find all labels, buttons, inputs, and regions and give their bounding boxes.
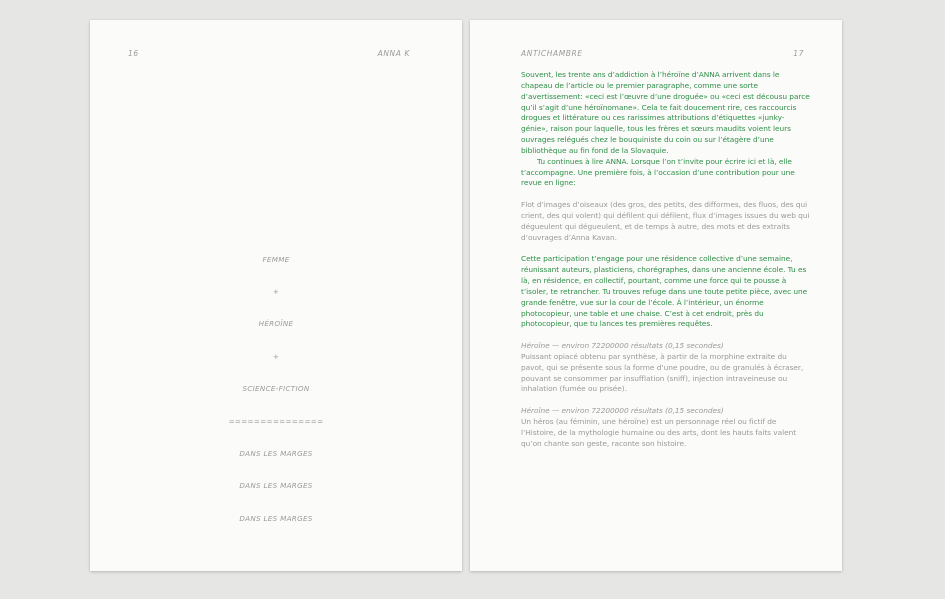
page-number-right: 17 [793,49,804,58]
running-head-left: ANNA K [377,49,410,58]
search-result-text: Puissant opiacé obtenu par synthèse, à partir de la morphine extraite du pavot, qui se présente sous la forme d’une poudre, ou de granulés à écraser, pouvant se consommer par insufflation (sniff), injection intraveineuse ou inhalation (fumée ou prisée). [521,351,804,394]
poem-line: + [272,286,280,296]
search-result-label: Héroïne — environ 72200000 résultats (0,15 secondes) [521,341,724,351]
search-result-text: Un héros (au féminin, une héroïne) est un personnage réel ou fictif de l’Histoire, de la mythologie humaine ou des arts, dont les hauts faits valent qu’on chante son geste, raconte son histoire. [521,417,797,448]
paragraph-residence: Cette participation t’engage pour une résidence collective d’une semaine, réunissant auteurs, plasticiens, chorégraphes, dans une ancienne école. Tu es là, en résidence, en collectif, pourtant, comme une force qui te pousse à t’isoler, te retrancher. Tu trouves refuge dans une toute petite pièce, avec une grande fenêtre, vue sur la cour de l’école. À l’intérieur, un énorme photocopieur, une table et une chaise. C’est à cet endroit, près du photocopieur, que tu lances tes premières requêtes. [521,254,808,329]
body-text [521,70,811,450]
search-result-label: Héroïne — environ 72200000 résultats (0,15 secondes) [521,406,724,416]
left-page [90,20,462,571]
poem [90,233,462,546]
poem-line: DANS LES MARGES [239,481,313,491]
poem-line: DANS LES MARGES [239,448,313,458]
poem-line: SCIENCE-FICTION [242,384,310,394]
poem-line: + [272,351,280,361]
poem-line: DANS LES MARGES [239,513,313,523]
page-number-left: 16 [128,49,139,58]
paragraph-bird-images: Flot d’images d’oiseaux (des gros, des petits, des difformes, des fluos, des qui crient, des qui volent) qui défilent qui défilent, flux d’images issues du web qui dégueulent qui dégueulent, et de temps à autre, des mots et des extraits d’ouvrages d’Anna Kavan. [521,200,810,242]
right-page [470,20,842,571]
poem-line: =============== [228,416,324,426]
poem-line: FEMME [262,254,290,264]
poem-line: HÉROÏNE [258,319,294,329]
paragraph-intro: Souvent, les trente ans d’addiction à l’héroïne d’ANNA arrivent dans le chapeau de l’article ou le premier paragraphe, comme une sorte d’avertissement: «ceci est l’œuvre d’une droguée» ou «ceci est décousu parce qu’il s’agit d’une héroïnomane». Cela te fait doucement rire, ces raccourcis drogues et littérature ou ces rarissimes attributions d’étiquettes «junky-génie», raison pour laquelle, tous les frères et sœurs maudits voient leurs ouvrages relégués chez le bouquiniste du coin ou sur l’étagère d’une bibliothèque au fin fond de la Slovaquie. [521,70,810,155]
running-head-right: ANTICHAMBRE [521,49,583,58]
paragraph-continue: Tu continues à lire ANNA. Lorsque l’on t’invite pour écrire ici et là, elle t’accompagne. Une première fois, à l’occasion d’une contribution pour une revue en ligne: [521,156,795,188]
